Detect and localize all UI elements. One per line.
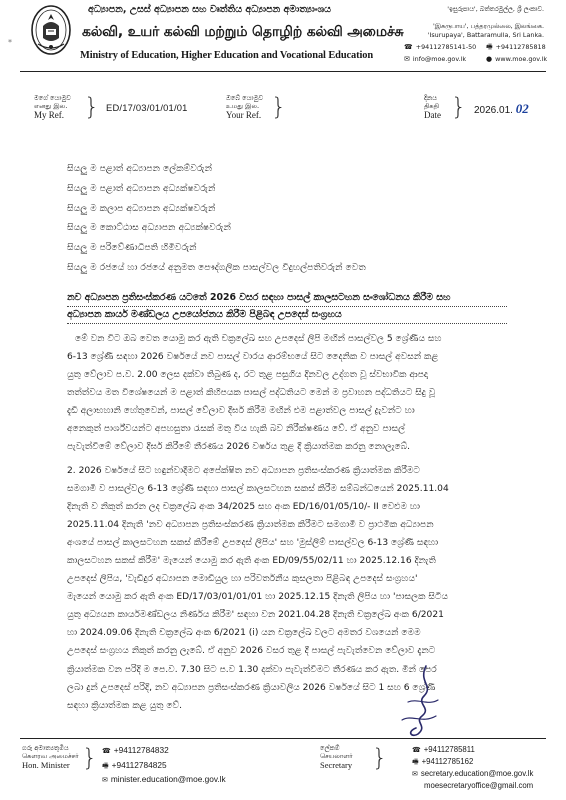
secretary-phone-1-value: +94112785811 (423, 745, 475, 754)
your-ref-label (226, 94, 263, 119)
fax-icon: 🖷 (486, 43, 493, 51)
web-value: www.moe.gov.lk (495, 55, 548, 63)
recipient-3: සියලු ම කලාප අධ්‍යාපන අධ්‍යක්ෂවරුන් (67, 203, 216, 214)
your-ref-label-en: Your Ref. (226, 109, 262, 120)
fax-icon: 🖷 (412, 759, 419, 766)
email-icon: ✉ (404, 55, 410, 63)
date-value (474, 101, 529, 117)
minister-phone-2 (102, 759, 226, 774)
email-icon: ✉ (412, 771, 418, 778)
subject-line-1: නව අධ්‍යාපන ප්‍රතිසංස්කරණ යටතේ 2026 වසර සඳහා පාසල් කාලසටහන සංශෝධනය කිරීම සහ (67, 290, 507, 307)
address-sinhala: 'ඉසුරුපාය', බත්තරමුල්ල, ශ්‍රී ලංකාව. (447, 5, 544, 13)
paragraph-1 (67, 330, 507, 456)
secretary-email-2-value: moesecretaryoffice@gmail.com (424, 781, 534, 790)
recipient-5: සියලු ම පරිවේණාධිපති හිමිවරුන් (67, 242, 197, 253)
date-label-en: Date (424, 109, 441, 120)
minister-phone-1-value: +94112784832 (113, 745, 169, 755)
minister-phone-1 (102, 744, 226, 759)
subject-heading (67, 290, 507, 324)
recipient-6: සියලු ම රජයේ හා රජයේ අනුමත පෞද්ගලික පාසල්වල විදුහල්පතිවරුන් වෙත (67, 262, 366, 273)
secretary-label-ta: செயலாளர் (320, 752, 353, 761)
secretary-phone-2 (412, 756, 533, 768)
phone-icon: ☎ (102, 748, 111, 755)
subject-line-2: අධ්‍යාපන කාර්ය මණ්ඩලය උපයෝජනය කිරීම පිළිබඳ උපදෙස් සංග්‍රහය (67, 307, 507, 324)
secretary-label-si: ලේකම් (320, 744, 340, 752)
minister-email-value: minister.education@moe.gov.lk (110, 774, 226, 784)
my-ref-bracket: } (84, 93, 100, 121)
address-tamil: 'இசுருபாய', பத்தரமுல்லை, இலங்கை. (433, 22, 544, 30)
para2-line: 2025.11.04 දිනැති 'නව අධ්‍යාපන ප්‍රතිසංස්කරණ ක්‍රියාත්මක කිරීමට සමගාමී ව ප්‍රාථමික අධ්‍යාපන (67, 520, 434, 531)
para2-line: අංශයේ පාසල් කාලසටහන සකස් කිරීමේ උපදෙස් ලිපිය' සහ 'මුස්ලිම් පාසල්වල 6-13 ශ්‍රේණි සඳහා (67, 538, 439, 549)
para1-line: අනෙකුත් පාර්ශ්වයන්ට අපහසුතා රැසක් මතු විය හැකි බව නිරීක්ෂණය වේ. ඒ අනුව පාසල් (67, 424, 406, 435)
para2-line: උපදෙස් සංග්‍රහය නිකුත් කරනු ලැබේ. ඒ අනුව 2026 වසර තුළ දී පාසල් පැවැත්වෙන වේලාව දැනට (67, 646, 436, 657)
your-ref-bracket: } (271, 93, 287, 121)
date-label (424, 94, 441, 119)
recipient-2: සියලු ම පළාත් අධ්‍යාපන අධ්‍යක්ෂවරුන් (67, 183, 216, 194)
para1-line: යුතු වේලාව ප.ව. 2.00 ලෙස දක්වා තිබුණ ද, රට තුළ පසුගිය දිනවල උද්ගත වූ ස්වභාවික ආපදා (67, 370, 428, 381)
para1-line: පැවැත්වීමේ වේලාව දීර්ඝ කිරීමේ තීරණය 2026 වර්ෂය තුළ දී ක්‍රියාත්මක කරනු නොලැබේ. (67, 442, 411, 453)
minister-contacts (102, 744, 226, 788)
para2-line: කාලසටහන සකස් කිරීම' මැයෙන් යොමු කර ඇති අංක ED/09/55/02/11 හා 2025.12.16 දිනැති (67, 556, 436, 567)
my-ref-value: ED/17/03/01/01/01 (106, 102, 188, 113)
my-ref-label (34, 94, 71, 119)
minister-bracket: } (82, 744, 98, 772)
date-bracket: } (451, 93, 467, 121)
secretary-bracket: } (372, 744, 388, 772)
para1-line: මේ වන විට ඔබ වෙත යොමු කර ඇති චක්‍රලේඛ සහ උපදෙස් ලිපි මඟින් පාසල්වල 5 ශ්‍රේණිය සහ (75, 334, 442, 344)
your-ref-label-ta: உமது இல. (226, 102, 260, 111)
ministry-title-tamil: கல்வி, உயர் கல்வி மற்றும் தொழிற் கல்வி அமைச்சு (82, 24, 404, 40)
phone-contact (404, 43, 476, 51)
web-icon: ● (486, 55, 493, 63)
date-label-ta: திகதி (424, 102, 440, 111)
secretary-phone-1 (412, 744, 533, 756)
email-value: info@moe.gov.lk (412, 55, 467, 63)
para2-line: 2. 2026 වර්ෂයේ සිට හඳුන්වාදීමට අපේක්ෂිත නව අධ්‍යාපන ප්‍රතිසංස්කරණ ක්‍රියාත්මක කිරීමට (67, 466, 420, 476)
address-english: 'Isurupaya', Battaramulla, Sri Lanka. (427, 31, 544, 39)
para2-line: ලබා දුන් උපදෙස් පරිදි, නව අධ්‍යාපන ප්‍රතිසංස්කරණ ක්‍රියාවලිය 2026 වර්ෂයේ සිට 1 සහ 6 ශ්‍රේණි (67, 682, 436, 693)
fax-contact (486, 43, 546, 54)
para1-line: 6-13 ශ්‍රේණි සඳහා 2026 වර්ෂයේ නව පාසල් වාරය ආරම්භයේ සිට දෛනික ව පාසල් අවසන් කළ (67, 352, 439, 363)
secretary-contacts (412, 744, 533, 791)
para2-line: හා 2024.09.06 දිනැති චක්‍රලේඛ අංක 6/2021 (i) යන චක්‍රලේඛ වලට අමතර වශයෙන් මෙම (67, 628, 421, 639)
para1-line: දැඩි අලාභහානි හේතුවෙන්, පාසල් වේලාව දීර්ඝ කිරීම මඟින් එම පළාත්වල පාසල් ද්‍රැවන්ට හා (67, 406, 415, 417)
recipient-1: සියලු ම පළාත් අධ්‍යාපන ලේකම්වරුන් (67, 163, 213, 174)
para2-line: යුතු අධ්‍යයන කාර්යමණ්ඩලය නිර්ණය කිරීම' සඳහා වන 2021.04.28 දිනැති චක්‍රලේඛ අංක 6/2021 (67, 610, 444, 621)
para2-line: ක්‍රියාත්මක වන පරිදි ම පෙ.ව. 7.30 සිට ප.ව 1.30 දක්වා පැවැත්වීමට තීරණය කර ඇත. මින් පෙර (67, 664, 437, 675)
date-printed: 2026.01. (474, 105, 513, 116)
corner-mark: * (8, 38, 12, 47)
footer-divider (20, 738, 546, 739)
para2-line: උපදෙස් ලිපිය, 'වැඩිදුර අධ්‍යාපන මොඩියුල හා පරිවර්තනීය කුසලතා පිළිබඳ උපදෙස් සංග්‍රහය' (67, 574, 418, 585)
my-ref-label-ta: எனது இல. (34, 102, 68, 111)
web-contact (486, 55, 547, 63)
secretary-email-1-value: secretary.education@moe.gov.lk (420, 769, 534, 778)
minister-label-ta: கௌரவ அமைச்சர் (22, 752, 79, 761)
email-contact (404, 55, 466, 63)
para2-line: සඳහා ක්‍රියාත්මක කළ යුතු වේ. (67, 700, 182, 711)
secretary-label-en: Secretary (320, 759, 353, 770)
para2-line: දිනැති ව නිකුත් කරන ලද චක්‍රලේඛ අංක 34/2025 සහ අංක ED/16/01/05/10/- II වෙළුම හා (67, 502, 421, 513)
header-divider (20, 71, 546, 72)
my-ref-label-si: මගේ යොමුව (34, 94, 71, 102)
secretary-email-1 (412, 768, 533, 780)
your-ref-label-si: ඔබේ යොමුව (226, 94, 264, 102)
para1-line: තත්ත්වය මත විශේෂයෙන් ම පළාත් කිහිපයක පාසල් පද්ධතියට මෙන් ම ප්‍රවාහන පද්ධතියට සිදු වූ (67, 388, 436, 399)
my-ref-label-en: My Ref. (34, 109, 64, 120)
phone-value: +94112785141-50 (415, 43, 477, 51)
secretary-email-2 (412, 780, 533, 791)
ministry-title-sinhala: අධ්‍යාපන, උසස් අධ්‍යාපන සහ වෘත්තිය අධ්‍යාපන අමාත්‍යාංශය (88, 4, 331, 15)
date-label-si: දිනය (424, 94, 438, 102)
date-handwritten: 02 (515, 101, 529, 116)
phone-icon: ☎ (404, 43, 413, 51)
ministry-title-english: Ministry of Education, Higher Education and Vocational Education (80, 50, 374, 61)
secretary-label (320, 744, 353, 769)
minister-label-si: ගරු අමාත්‍යතුමිය (22, 744, 69, 752)
minister-label-en: Hon. Minister (22, 759, 70, 770)
signature-scribble (388, 662, 448, 742)
email-icon: ✉ (102, 777, 108, 784)
minister-phone-2-value: +94112784825 (111, 759, 167, 770)
minister-label (22, 744, 79, 769)
minister-email (102, 773, 226, 788)
fax-icon: 🖷 (102, 762, 109, 770)
phone-icon: ☎ (412, 747, 421, 754)
fax-value: +94112785818 (495, 43, 546, 51)
para2-line: සමගාමී ව පාසල්වල 6-13 ශ්‍රේණි සඳහා පාසල් කාලසටහන සකස් කිරීම සම්බන්ධයෙන් 2025.11.04 (67, 484, 449, 495)
para2-line: මැයෙන් යොමු කර ඇති අංක ED/17/03/01/01/01 හා 2025.12.15 දිනැති ලිපිය හා 'පාසලක සිටිය (67, 592, 448, 603)
recipient-4: සියලු ම කොට්ඨාස අධ්‍යාපන අධ්‍යක්ෂවරුන් (67, 222, 231, 233)
secretary-phone-2-value: +94112785162 (421, 757, 474, 766)
government-crest-icon (30, 4, 72, 56)
